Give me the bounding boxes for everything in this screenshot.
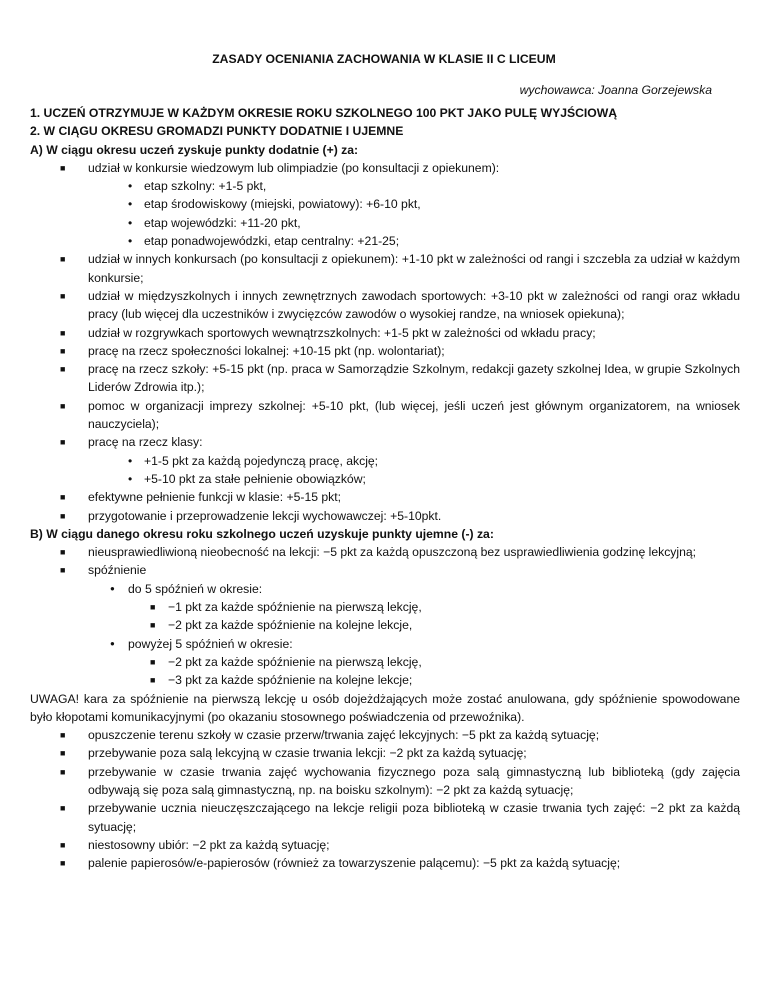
dot-bullet-icon: • [128,179,133,194]
square-bullet-icon: ■ [60,492,66,503]
list-item: ■ udział w konkursie wiedzowym lub olimpiadzie (po konsultacji z opiekunem): [30,159,740,177]
list-item: ■ niestosowny ubiór: −2 pkt za każdą sytuację; [30,836,740,854]
square-bullet-icon: ■ [150,656,156,667]
square-bullet-icon: ■ [150,620,156,631]
list-item: ■ przebywanie w czasie trwania zajęć wychowania fizycznego poza salą gimnastyczną lub biblioteką (gdy zajęcia odbywają się poza salą gimnastyczną, np. na boisku szkolnym): −2 pkt za każdą sytuację; [60,764,740,797]
list-item: ■ −2 pkt za każde spóźnienie na pierwszą lekcję, [30,653,740,671]
square-bullet-icon: ■ [60,858,66,869]
list-item: ● powyżej 5 spóźnień w okresie: [30,635,740,653]
square-bullet-icon: ■ [60,254,66,265]
list-item: ■ nieusprawiedliwioną nieobecność na lekcji: −5 pkt za każdą opuszczoną bez usprawiedliwienia godzinę lekcyjną; [30,543,740,561]
document-body [30,104,740,872]
dot-bullet-icon: • [128,471,133,486]
square-bullet-icon: ■ [150,675,156,686]
dot-bullet-icon: • [128,197,133,212]
list-item: ■ pomoc w organizacji imprezy szkolnej: +5-10 pkt, (lub więcej, jeśli uczeń jest głównym organizatorem, na wniosek nauczyciela); [60,398,740,432]
square-bullet-icon: ■ [60,803,66,814]
square-bullet-icon: ■ [60,327,66,338]
section-b-heading: B) W ciągu danego okresu roku szkolnego uczeń uzyskuje punkty ujemne (-) za: [30,526,494,541]
square-bullet-icon: ■ [60,510,66,521]
list-item: • etap ponadwojewódzki, etap centralny: +21-25; [30,232,740,250]
point-1: 1. UCZEŃ OTRZYMUJE W KAŻDYM OKRESIE ROKU SZKOLNEGO 100 PKT JAKO PULĘ WYJŚCIOWĄ [30,106,618,120]
dot-bullet-icon: • [128,234,133,249]
dot-bullet-icon: ● [110,583,115,593]
list-item: ■ pracę na rzecz szkoły: +5-15 pkt (np. praca w Samorządzie Szkolnym, redakcji gazety szkolnej Idea, w grupie Szkolnych Liderów Zdrowia itp.); [60,362,740,395]
list-item: ● do 5 spóźnień w okresie: [30,580,740,598]
list-item: ■ spóźnienie [30,561,740,579]
point-2: 2. W CIĄGU OKRESU GROMADZI PUNKTY DODATNIE I UJEMNE [30,124,404,139]
list-item: ■ przebywanie ucznia nieuczęszczającego na lekcje religii poza biblioteką w czasie trwania tych zajęć: −2 pkt za każdą sytuację; [60,801,740,834]
list-item: • +5-10 pkt za stałe pełnienie obowiązków; [30,470,740,488]
square-bullet-icon: ■ [60,290,66,301]
square-bullet-icon: ■ [60,565,66,576]
list-item: ■ opuszczenie terenu szkoły w czasie przerw/trwania zajęć lekcyjnych: −5 pkt za każdą sytuację; [30,726,740,744]
list-item: ■ pracę na rzecz społeczności lokalnej: +10-15 pkt (np. wolontariat); [30,342,740,360]
list-item: ■ przebywanie poza salą lekcyjną w czasie trwania lekcji: −2 pkt za każdą sytuację; [30,744,740,762]
list-item: ■ −1 pkt za każde spóźnienie na pierwszą lekcję, [30,598,740,616]
dot-bullet-icon: ● [110,638,115,648]
square-bullet-icon: ■ [60,162,66,173]
list-item: ■ udział w innych konkursach (po konsultacji z opiekunem): +1-10 pkt w zależności od rangi i szczebla za udział w każdym konkursie; [60,252,740,285]
square-bullet-icon: ■ [60,345,66,356]
dot-bullet-icon: • [128,453,133,468]
square-bullet-icon: ■ [60,748,66,759]
square-bullet-icon: ■ [60,364,66,375]
list-item: • etap środowiskowy (miejski, powiatowy): +6-10 pkt, [30,195,740,213]
list-item: ■ pracę na rzecz klasy: [30,433,740,451]
list-item: ■ −2 pkt za każde spóźnienie na kolejne lekcje, [30,616,740,634]
list-item: • etap wojewódzki: +11-20 pkt, [30,214,740,232]
dot-bullet-icon: • [128,215,133,230]
list-item: ■ efektywne pełnienie funkcji w klasie: +5-15 pkt; [30,488,740,506]
uwaga-note: UWAGA! kara za spóźnienie na pierwszą lekcję u osób dojeżdżających może zostać anulowana, gdy spóźnienie spowodowane było kłopotami komunikacyjnymi (po okazaniu stosownego poświadczenia od przewoźnika). [30,691,740,724]
document-title: ZASADY OCENIANIA ZACHOWANIA W KLASIE II C LICEUM [212,52,556,66]
list-item: ■ udział w rozgrywkach sportowych wewnątrzszkolnych: +1-5 pkt w zależności od wkładu pracy; [30,324,740,342]
section-a-heading: A) W ciągu okresu uczeń zyskuje punkty dodatnie (+) za: [30,142,359,157]
list-item: ■ udział w międzyszkolnych i innych zewnętrznych zawodach sportowych: +3-10 pkt w zależności od rangi oraz wkładu pracy (lub więcej dla uczestników i zwycięzców zawodów o wysokiej randze, na wniosek opiekuna); [60,288,740,322]
list-item: ■ przygotowanie i przeprowadzenie lekcji wychowawczej: +5-10pkt. [30,507,740,525]
square-bullet-icon: ■ [60,400,66,411]
author-line: wychowawca: Joanna Gorzejewska [519,83,712,97]
square-bullet-icon: ■ [60,437,66,448]
square-bullet-icon: ■ [60,839,66,850]
list-item: ■ palenie papierosów/e-papierosów (również za towarzyszenie palącemu): −5 pkt za każdą sytuację; [30,854,740,872]
square-bullet-icon: ■ [150,602,156,613]
list-item: • etap szkolny: +1-5 pkt, [30,177,740,195]
square-bullet-icon: ■ [60,730,66,741]
list-item: • +1-5 pkt za każdą pojedynczą pracę, akcję; [30,452,740,470]
list-item: ■ −3 pkt za każde spóźnienie na kolejne lekcje; [30,671,740,689]
square-bullet-icon: ■ [60,766,66,777]
square-bullet-icon: ■ [60,547,66,558]
